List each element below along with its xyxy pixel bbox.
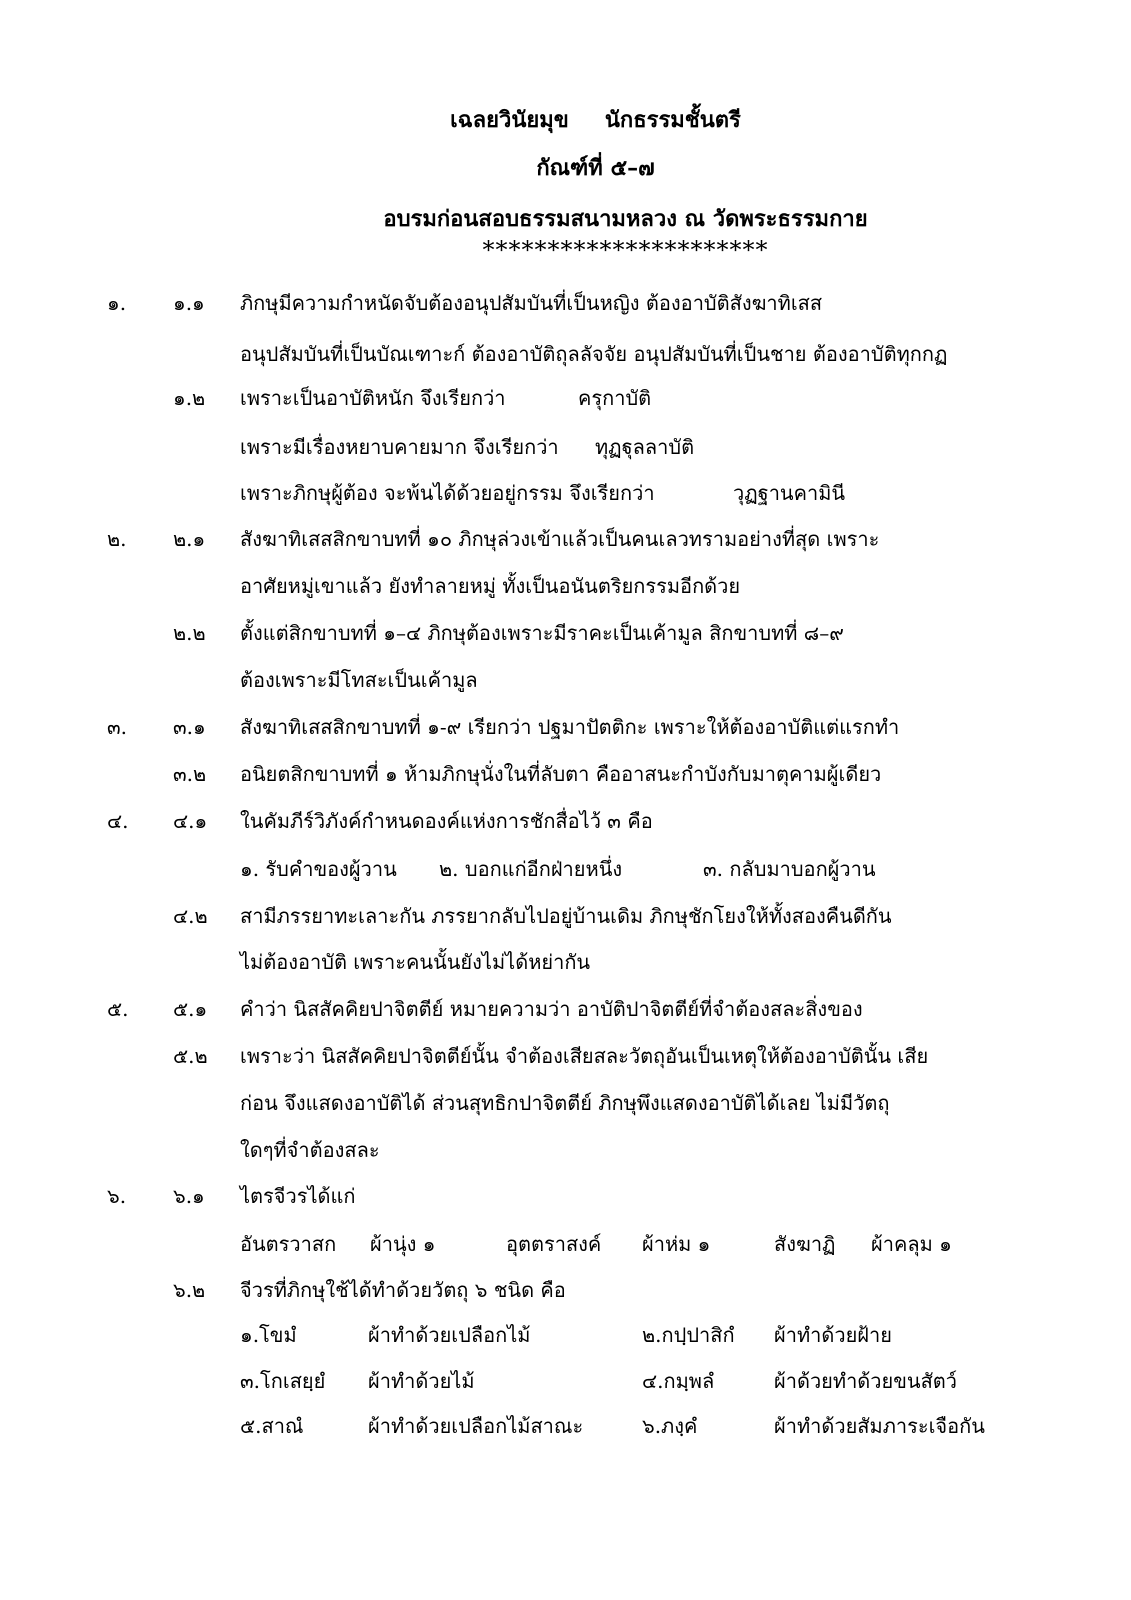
- title-left: เฉลยวินัยมุข: [450, 107, 569, 133]
- material-name: ๒.กปฺปาสิกํ: [642, 1323, 735, 1347]
- answer-line: จีวรที่ภิกษุใช้ได้ทำด้วยวัตถุ ๖ ชนิด คือ: [240, 1278, 566, 1302]
- answer-line: เพราะเป็นอาบัติหนัก จึงเรียกว่า: [240, 386, 506, 410]
- material-desc: ผ้าทำด้วยฝ้าย: [774, 1323, 892, 1347]
- material-desc: ผ้าทำด้วยสัมภาระเจือกัน: [774, 1414, 985, 1438]
- course-heading: อบรมก่อนสอบธรรมสนามหลวง ณ วัดพระธรรมกาย: [383, 206, 868, 232]
- answer-line: ก่อน จึงแสดงอาบัติได้ ส่วนสุทธิกปาจิตตีย์ ภิกษุพึงแสดงอาบัติได้เลย ไม่มีวัตถุ: [240, 1091, 890, 1115]
- item-number-2: ๒.: [107, 527, 127, 551]
- answer-line: เพราะมีเรื่องหยาบคายมาก จึงเรียกว่า: [240, 435, 559, 459]
- answer-line: ในคัมภีร์วิภังค์กำหนดองค์แห่งการชักสื่อไว้ ๓ คือ: [240, 809, 653, 833]
- subitem-number-2-2: ๒.๒: [173, 621, 206, 645]
- robe-desc: ผ้าคลุม ๑: [871, 1232, 952, 1256]
- item-number-5: ๕.: [107, 997, 129, 1021]
- subitem-number-1-1: ๑.๑: [173, 291, 205, 315]
- answer-line: อนุปสัมบันที่เป็นบัณเฑาะก์ ต้องอาบัติถุลลัจจัย อนุปสัมบันที่เป็นชาย ต้องอาบัติทุกกฏ: [240, 342, 948, 366]
- material-name: ๑.โขมํ: [240, 1323, 297, 1347]
- material-desc: ผ้าทำด้วยเปลือกไม้: [368, 1323, 531, 1347]
- subitem-number-5-1: ๕.๑: [173, 997, 208, 1021]
- subitem-number-3-1: ๓.๑: [173, 715, 206, 739]
- robe-desc: ผ้าห่ม ๑: [642, 1232, 711, 1256]
- answer-line: อนิยตสิกขาบทที่ ๑ ห้ามภิกษุนั่งในที่ลับตา คืออาสนะกำบังกับมาตุคามผู้เดียว: [240, 762, 882, 786]
- subitem-number-6-1: ๖.๑: [173, 1184, 205, 1208]
- answer-term: ครุกาบัติ: [578, 386, 652, 410]
- answer-line: ใดๆที่จำต้องสละ: [240, 1138, 380, 1162]
- subitem-number-3-2: ๓.๒: [173, 762, 207, 786]
- subitem-number-5-2: ๕.๒: [173, 1044, 208, 1068]
- material-name: ๖.ภงฺคํ: [642, 1414, 698, 1438]
- list-entry: ๑. รับคำของผู้วาน: [240, 857, 397, 881]
- material-desc: ผ้าทำด้วยเปลือกไม้สาณะ: [368, 1414, 584, 1438]
- list-entry: ๓. กลับมาบอกผู้วาน: [703, 857, 876, 881]
- answer-line: ไม่ต้องอาบัติ เพราะคนนั้นยังไม่ได้หย่ากัน: [240, 950, 591, 974]
- subitem-number-4-1: ๔.๑: [173, 809, 208, 833]
- page-subtitle: กัณฑ์ที่ ๕–๗: [536, 155, 655, 181]
- subitem-number-1-2: ๑.๒: [173, 386, 206, 410]
- item-number-4: ๔.: [107, 809, 129, 833]
- item-number-1: ๑.: [107, 291, 127, 315]
- answer-term: วุฏฐานคามินี: [733, 481, 846, 505]
- answer-line: ไตรจีวรได้แก่: [240, 1184, 356, 1208]
- subitem-number-2-1: ๒.๑: [173, 527, 206, 551]
- answer-term: ทุฏฐุลลาบัติ: [595, 435, 695, 459]
- material-name: ๕.สาณํ: [240, 1414, 304, 1438]
- robe-desc: ผ้านุ่ง ๑: [370, 1232, 436, 1256]
- material-name: ๔.กมฺพลํ: [642, 1369, 715, 1393]
- star-divider: **********************: [482, 236, 769, 264]
- item-number-6: ๖.: [107, 1184, 127, 1208]
- answer-line: เพราะว่า นิสสัคคิยปาจิตตีย์นั้น จำต้องเสียสละวัตถุอันเป็นเหตุให้ต้องอาบัตินั้น เสีย: [240, 1044, 929, 1068]
- material-name: ๓.โกเสยฺยํ: [240, 1369, 326, 1393]
- answer-line: สังฆาทิเสสสิกขาบทที่ ๑-๙ เรียกว่า ปฐมาปัตติกะ เพราะให้ต้องอาบัติแต่แรกทำ: [240, 715, 900, 739]
- list-entry: ๒. บอกแก่อีกฝ่ายหนึ่ง: [439, 857, 623, 881]
- answer-line: เพราะภิกษุผู้ต้อง จะพ้นได้ด้วยอยู่กรรม จึงเรียกว่า: [240, 481, 655, 505]
- robe-name: อุตตราสงค์: [506, 1232, 602, 1256]
- item-number-3: ๓.: [107, 715, 128, 739]
- robe-name: อันตรวาสก: [240, 1232, 337, 1256]
- title-right: นักธรรมชั้นตรี: [604, 107, 741, 133]
- subitem-number-4-2: ๔.๒: [173, 904, 208, 928]
- answer-line: อาศัยหมู่เขาแล้ว ยังทำลายหมู่ ทั้งเป็นอนันตริยกรรมอีกด้วย: [240, 574, 741, 598]
- answer-line: คำว่า นิสสัคคิยปาจิตตีย์ หมายความว่า อาบัติปาจิตตีย์ที่จำต้องสละสิ่งของ: [240, 997, 863, 1021]
- answer-line: สามีภรรยาทะเลาะกัน ภรรยากลับไปอยู่บ้านเดิม ภิกษุชักโยงให้ทั้งสองคืนดีกัน: [240, 904, 892, 928]
- answer-line: สังฆาทิเสสสิกขาบทที่ ๑๐ ภิกษุล่วงเข้าแล้วเป็นคนเลวทรามอย่างที่สุด เพราะ: [240, 527, 880, 551]
- answer-line: ต้องเพราะมีโทสะเป็นเค้ามูล: [240, 668, 478, 692]
- subitem-number-6-2: ๖.๒: [173, 1278, 206, 1302]
- robe-name: สังฆาฏิ: [774, 1232, 836, 1256]
- material-desc: ผ้าทำด้วยไม้: [368, 1369, 475, 1393]
- page-title: [0, 102, 1131, 137]
- answer-line: ตั้งแต่สิกขาบทที่ ๑–๔ ภิกษุต้องเพราะมีราคะเป็นเค้ามูล สิกขาบทที่ ๘–๙: [240, 621, 844, 645]
- answer-line: ภิกษุมีความกำหนัดจับต้องอนุปสัมบันที่เป็นหญิง ต้องอาบัติสังฆาทิเสส: [240, 291, 823, 315]
- material-desc: ผ้าด้วยทำด้วยขนสัตว์: [774, 1369, 958, 1393]
